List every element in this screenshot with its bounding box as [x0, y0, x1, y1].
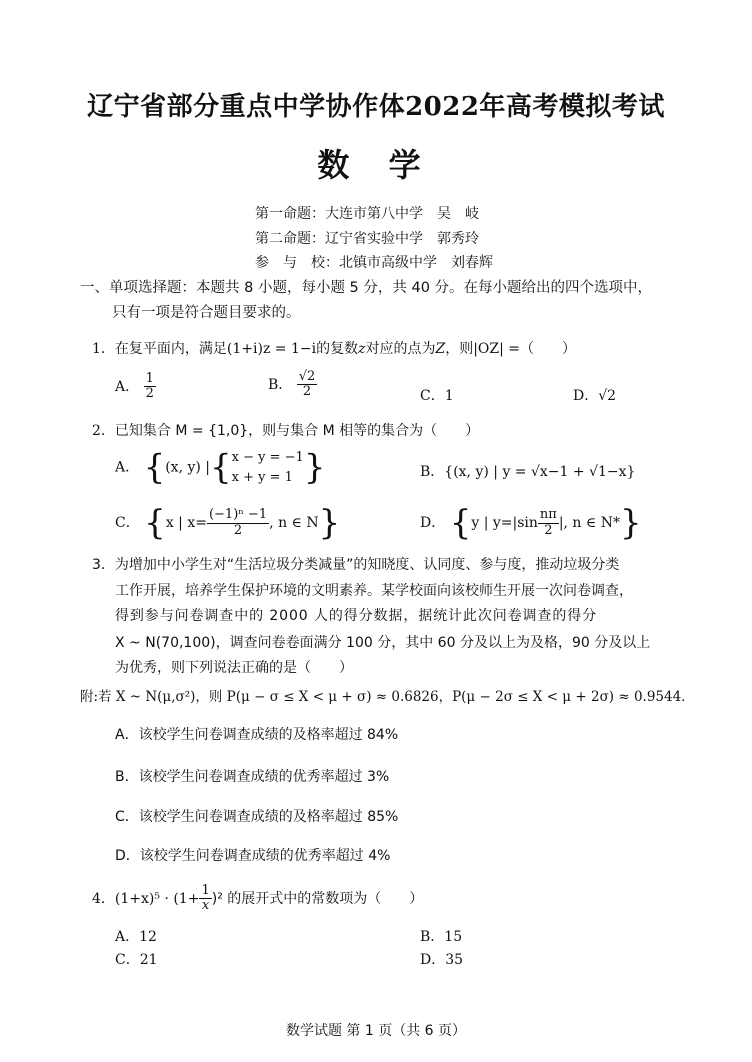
fraction-numerator: (−1)ⁿ −1 [208, 507, 268, 523]
fraction [144, 372, 156, 402]
question-number: 3． [92, 557, 115, 573]
option-value: 1 [444, 388, 454, 404]
section-heading-line-2: 只有一项是符合题目要求的。 [112, 305, 301, 321]
set-builder: (x, y) | [165, 459, 211, 476]
question-2-option-a [115, 448, 325, 487]
set-builder: y | y=|sin [471, 515, 538, 531]
author-name: 郭秀玲 [437, 231, 479, 247]
fraction [207, 508, 269, 538]
equation-2: x + y = 1 [231, 469, 293, 485]
author-role: 第二命题： [255, 231, 325, 247]
question-3-option-b: B．该校学生问卷调查成绩的优秀率超过 3% [115, 769, 390, 785]
option-label: B． [420, 464, 445, 480]
question-3-line-2: 工作开展，培养学生保护环境的文明素养。某学校面向该校师生开展一次问卷调查， [115, 583, 633, 599]
fraction [297, 370, 318, 400]
question-number: 2． [92, 423, 115, 439]
q4-expression-a: (1+x)⁵ · (1+ [114, 890, 200, 907]
author-school: 大连市第八中学 [325, 206, 423, 222]
author-name: 刘春辉 [451, 255, 493, 271]
option-label: D． [573, 388, 599, 404]
q3-text: 为增加中小学生对“生活垃圾分类减量”的知晓度、认同度、参与度，推动垃圾分类 [114, 557, 620, 573]
question-4-option-b: B．15 [420, 929, 463, 945]
author-school: 辽宁省实验中学 [325, 231, 423, 247]
author-line-1 [255, 203, 479, 223]
fraction [199, 884, 211, 914]
q4-expression-b: )² 的展开式中的常数项为（ ） [211, 890, 424, 907]
equation-system [232, 448, 304, 487]
question-3-option-a: A．该校学生问卷调查成绩的及格率超过 84% [115, 727, 399, 743]
fraction-numerator: 1 [145, 371, 154, 386]
left-brace: { [143, 447, 166, 488]
question-1-stem [92, 338, 576, 358]
question-number: 1． [92, 341, 115, 357]
author-role: 参 与 校： [255, 255, 339, 271]
right-brace: } [318, 503, 341, 543]
option-label: A． [115, 459, 140, 476]
system-brace: { [210, 447, 232, 488]
question-3-option-d: D．该校学生问卷调查成绩的优秀率超过 4% [115, 848, 391, 864]
q1-text-a: 在复平面内，满足 [114, 341, 227, 357]
option-value: √2 [598, 388, 617, 404]
fraction-denominator: 2 [544, 522, 553, 538]
q1-modulus: |OZ| =（ ） [473, 341, 577, 357]
left-brace: { [449, 503, 472, 543]
author-name: 吴 岐 [437, 206, 479, 222]
option-label: B． [268, 376, 293, 393]
author-role: 第一命题： [255, 206, 325, 222]
question-3-line-1 [92, 554, 619, 574]
question-1-option-b [268, 370, 317, 400]
subject-title: 数 学 [317, 146, 435, 184]
q1-var-z: z [358, 341, 366, 357]
question-3-line-4: X ~ N(70,100)，调查问卷卷面满分 100 分，其中 60 分及以上为及格，90 分及以上 [115, 635, 651, 651]
question-2-stem [92, 420, 479, 440]
left-brace: { [144, 503, 166, 543]
question-4-option-a: A．12 [115, 929, 157, 945]
set-condition: , n ∈ N [269, 515, 319, 531]
question-2-option-c [115, 503, 341, 543]
option-label: A． [115, 378, 140, 395]
option-value: {(x, y) | y = √x−1 + √1−x} [444, 464, 636, 480]
fraction-numerator: nπ [539, 507, 557, 523]
fraction-denominator: 2 [302, 384, 312, 400]
q2-text: 已知集合 M = {1,0}，则与集合 M 相等的集合为（ ） [114, 423, 480, 439]
q1-text-d: ，则 [445, 341, 474, 357]
fraction-numerator: √2 [298, 369, 316, 384]
fraction-denominator: 2 [145, 386, 154, 402]
fraction-denominator: 2 [233, 522, 243, 538]
author-line-2 [255, 228, 479, 248]
set-condition: |, n ∈ N* [558, 515, 620, 531]
option-label: C． [420, 388, 445, 404]
question-2-option-b [420, 461, 635, 481]
q1-text-c: 对应的点为 [365, 341, 436, 357]
question-1-option-d [573, 385, 616, 405]
question-3-option-c: C．该校学生问卷调查成绩的及格率超过 85% [115, 809, 399, 825]
author-line-3 [255, 252, 493, 272]
option-label: C． [115, 515, 140, 531]
question-4-option-c: C．21 [115, 952, 158, 968]
question-1-option-c [420, 385, 454, 405]
fraction [538, 508, 559, 538]
q1-var-Z: Z [435, 341, 446, 357]
question-4-stem [92, 884, 423, 914]
option-label: D． [420, 515, 446, 531]
right-brace: } [619, 503, 642, 543]
question-number: 4． [92, 890, 115, 907]
set-builder: x | x= [165, 515, 207, 531]
section-heading-line-1: 一、单项选择题：本题共 8 小题，每小题 5 分，共 40 分。在每小题给出的四个选项中， [80, 280, 653, 296]
fraction-numerator: 1 [201, 883, 210, 898]
question-1-option-a [115, 372, 156, 402]
question-4-option-d: D．35 [420, 952, 464, 968]
equation-1: x − y = −1 [231, 450, 304, 465]
q1-equation: (1+i)z = 1−i [226, 341, 317, 357]
author-school: 北镇市高级中学 [339, 255, 437, 271]
fraction-denominator: x [201, 898, 210, 914]
exam-title: 辽宁省部分重点中学协作体2022年高考模拟考试 [87, 92, 665, 122]
question-3-note: 附:若 X ~ N(μ,σ²)，则 P(μ − σ ≤ X < μ + σ) ≈ 0.6826，P(μ − 2σ ≤ X < μ + 2σ) ≈ 0.9544． [80, 689, 695, 705]
q1-text-b: 的复数 [316, 341, 359, 357]
question-3-line-3: 得到参与问卷调查中的 2000 人的得分数据，据统计此次问卷调查的得分 [115, 608, 598, 624]
right-brace: } [303, 447, 326, 488]
question-2-option-d [420, 503, 642, 543]
page-footer: 数学试题 第 1 页（共 6 页） [285, 1023, 467, 1039]
question-3-line-5: 为优秀，则下列说法正确的是（ ） [115, 660, 353, 676]
